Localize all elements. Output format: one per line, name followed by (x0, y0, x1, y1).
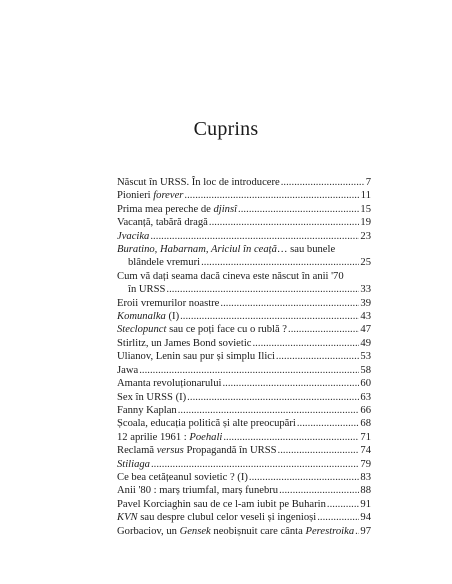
toc-entry-title-italic: Stiliaga (117, 458, 150, 470)
dot-leader (180, 310, 359, 323)
dot-leader (317, 511, 359, 524)
toc-entry-title-italic: forever (153, 190, 184, 202)
toc-entry (117, 323, 371, 336)
toc-entry (117, 458, 371, 471)
toc-entry-page: 97 (360, 525, 371, 537)
toc-entry-title: Reclamă (117, 445, 157, 457)
toc-entry (117, 310, 371, 323)
toc-entry-title: Pavel Korciaghin sau de ce l-am iubit pe Buharin (117, 498, 326, 510)
dot-leader (249, 471, 360, 484)
toc-entry-title: (I) (165, 311, 180, 323)
toc-entry-title-continued: blândele vremuri (128, 257, 201, 269)
dot-leader (327, 498, 360, 511)
toc-entry-page: 25 (360, 257, 371, 269)
toc-entry (117, 377, 371, 390)
toc-entry-page: 88 (360, 485, 371, 497)
toc-entry-page: 60 (360, 378, 371, 390)
page-title: Cuprins (193, 118, 259, 140)
toc-entry (117, 417, 371, 430)
toc-entry-page: 19 (360, 217, 371, 229)
dot-leader (281, 176, 365, 189)
toc-entry-page: 23 (360, 230, 371, 242)
toc-entry-page: 58 (360, 364, 371, 376)
toc-entry-title: … sau bunele (276, 244, 336, 256)
toc-entry-title: Ulianov, Lenin sau pur și simplu Ilici (117, 351, 275, 363)
table-of-contents (117, 176, 371, 538)
toc-entry-title: Amanta revoluționarului (117, 378, 222, 390)
toc-entry-title-italic: djinsî (213, 203, 238, 215)
toc-entry (117, 176, 371, 189)
dot-leader (238, 203, 359, 216)
toc-entry-page: 83 (360, 471, 371, 483)
dot-leader (355, 525, 359, 538)
dot-leader (222, 377, 359, 390)
toc-entry-page: 53 (360, 351, 371, 363)
dot-leader (150, 230, 359, 243)
toc-entry-page: 94 (360, 512, 371, 524)
toc-entry (117, 216, 371, 229)
dot-leader (223, 431, 359, 444)
toc-entry (117, 270, 371, 297)
toc-entry (117, 230, 371, 243)
toc-entry-title: 12 aprilie 1961 : (117, 431, 190, 443)
dot-leader (252, 337, 359, 350)
dot-leader (209, 216, 360, 229)
toc-entry-title-italic: Gensek (179, 525, 211, 537)
dot-leader (178, 404, 360, 417)
toc-entry (117, 404, 371, 417)
toc-entry-title: neobișnuit care cânta (210, 525, 306, 537)
dot-leader (201, 256, 359, 269)
toc-entry-title: Fanny Kaplan (117, 404, 177, 416)
toc-entry-title-italic: Poehali (189, 431, 223, 443)
toc-entry-page: 47 (360, 324, 371, 336)
toc-entry (117, 203, 371, 216)
toc-entry-page: 68 (360, 418, 371, 430)
dot-leader (276, 350, 360, 363)
toc-entry (117, 337, 371, 350)
toc-entry (117, 511, 371, 524)
dot-leader (139, 364, 359, 377)
toc-entry-page: 15 (360, 203, 371, 215)
toc-entry-title-italic: Komunalka (117, 311, 166, 323)
toc-entry-page: 49 (360, 337, 371, 349)
toc-entry-title: Născut în URSS. În loc de introducere (117, 177, 280, 188)
dot-leader (184, 189, 359, 202)
toc-entry-page: 33 (360, 284, 371, 296)
toc-entry-page: 74 (360, 445, 371, 457)
dot-leader (166, 283, 359, 296)
toc-entry-title: Prima mea pereche de (117, 203, 214, 215)
toc-entry (117, 243, 371, 270)
toc-entry-title-italic: Perestroika (305, 525, 355, 537)
toc-entry-title-italic: KVN (117, 512, 138, 524)
toc-entry (117, 297, 371, 310)
toc-entry-title-italic: Steclopunct (117, 324, 167, 336)
dot-leader (151, 458, 359, 471)
dot-leader (278, 444, 360, 457)
toc-entry-page: 43 (360, 311, 371, 323)
toc-entry-title-italic: versus (156, 445, 184, 457)
dot-leader (297, 417, 360, 430)
toc-entry-title: Anii '80 : marș triumfal, marș funebru (117, 485, 279, 497)
toc-entry-title: Stirlitz, un James Bond sovietic (117, 337, 252, 349)
toc-entry-title: Sex în URSS (I) (117, 391, 187, 403)
toc-entry-title: Școala, educația politică și alte preocupări (117, 418, 296, 430)
toc-entry (117, 431, 371, 444)
toc-entry-page: 66 (360, 404, 371, 416)
toc-entry (117, 525, 371, 538)
toc-entry-title-italic: Jvacika (117, 230, 150, 242)
dot-leader (220, 297, 359, 310)
toc-entry-page: 71 (360, 431, 371, 443)
toc-entry-title: sau ce poți face cu o rublă ? (166, 324, 288, 336)
toc-entry-title: Pionieri (117, 190, 154, 202)
toc-entry-page: 63 (360, 391, 371, 403)
dot-leader (279, 484, 359, 497)
toc-entry-title: Eroii vremurilor noastre (117, 297, 220, 309)
toc-entry (117, 484, 371, 497)
toc-entry (117, 350, 371, 363)
toc-entry-page: 7 (365, 177, 371, 188)
dot-leader (187, 391, 359, 404)
toc-entry-title: Gorbaciov, un (117, 525, 180, 537)
toc-entry-title: Cum vă dați seama dacă cineva este născut în anii '70 (117, 270, 344, 282)
toc-entry (117, 391, 371, 404)
toc-entry-title: sau despre clubul celor veseli și ingenioși (137, 512, 317, 524)
toc-entry-title: Ce bea cetățeanul sovietic ? (I) (117, 471, 248, 483)
toc-entry (117, 471, 371, 484)
toc-entry (117, 364, 371, 377)
toc-entry-title: Jawa (117, 364, 139, 376)
dot-leader (288, 323, 359, 336)
toc-entry-title-italic: Buratino, Habarnam, Ariciul în ceață (117, 244, 277, 256)
toc-entry (117, 189, 371, 202)
toc-entry-title: Propagandă în URSS (183, 445, 277, 457)
toc-entry-page: 79 (360, 458, 371, 470)
toc-entry (117, 444, 371, 457)
toc-entry-page: 11 (360, 190, 371, 202)
toc-entry-page: 39 (360, 297, 371, 309)
toc-entry-title-continued: în URSS (128, 284, 166, 296)
toc-entry-title: Vacanță, tabără dragă (117, 217, 208, 229)
toc-entry (117, 498, 371, 511)
toc-entry-page: 91 (360, 498, 371, 510)
